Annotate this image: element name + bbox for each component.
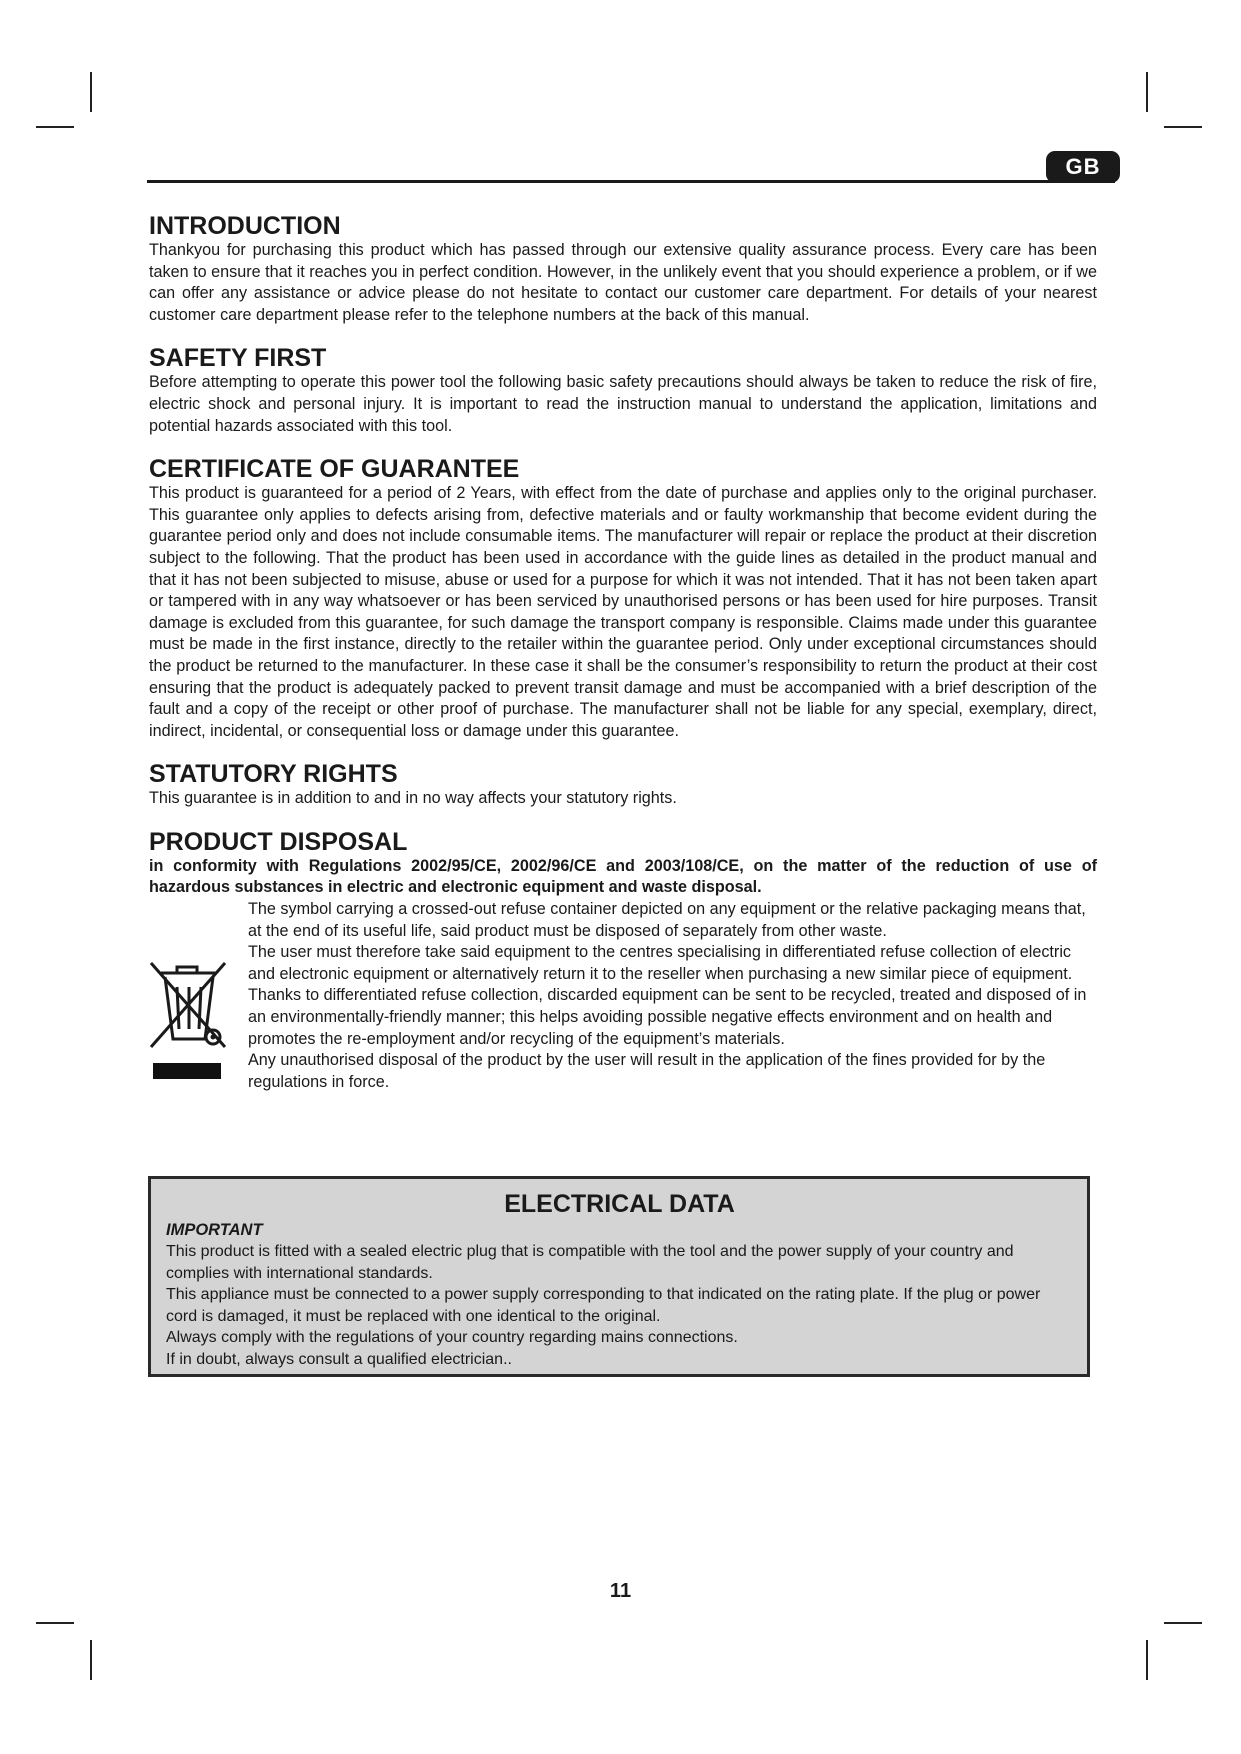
disposal-body xyxy=(149,899,1097,1093)
electrical-paragraph: This product is fitted with a sealed electric plug that is compatible with the tool and the power supply of your country and complies with international standards. xyxy=(166,1243,1014,1282)
crop-mark xyxy=(90,1640,92,1680)
disposal-section xyxy=(149,828,1097,1094)
guarantee-text: This product is guaranteed for a period of 2 Years, with effect from the date of purchase and applies only to the original purchaser. This guarantee only applies to defects arising from, defective materials and or faulty workmanship that become evident during the guarantee period only and does not include consumable items. The manufacturer will repair or replace the product at their discretion subject to the following. That the product has been used in accordance with the guide lines as detailed in the product manual and that it has not been subjected to misuse, abuse or used for a purpose for which it was not intended. That it has not been taken apart or tampered with in any way whatsoever or has been serviced by unauthorised persons or has been used for hire purposes. Transit damage is excluded from this guarantee, for such damage the transport company is responsible. Claims made under this guarantee must be made in the first instance, directly to the retailer within the guarantee period. Only under exceptional circumstances should the product be returned to the manufacturer. In these case it shall be the consumer’s responsibility to return the product at their cost ensuring that the product is adequately packed to prevent transit damage and must be accompanied with a brief description of the fault and a copy of the receipt or other proof of purchase. The manufacturer shall not be liable for any special, exemplary, direct, indirect, incidental, or consequential loss or damage under this guarantee. xyxy=(149,484,1097,740)
safety-heading: SAFETY FIRST xyxy=(149,344,327,373)
introduction-heading: INTRODUCTION xyxy=(149,212,341,240)
disposal-paragraph: The symbol carrying a crossed-out refuse container depicted on any equipment or the relative packaging means that, at the end of its useful life, said product must be disposed of separately from other waste. xyxy=(248,900,1086,940)
guarantee-heading: CERTIFICATE OF GUARANTEE xyxy=(149,455,520,484)
electrical-paragraph: This appliance must be connected to a power supply corresponding to that indicated on the rating plate. If the plug or power cord is damaged, it must be replaced with one identical to the original. xyxy=(166,1286,1041,1325)
electrical-paragraph: Always comply with the regulations of your country regarding mains connections. xyxy=(166,1329,738,1346)
page-number: 11 xyxy=(609,1580,632,1602)
electrical-data-box xyxy=(148,1176,1090,1377)
language-badge: GB xyxy=(1046,151,1120,183)
statutory-section xyxy=(149,760,1097,810)
introduction-text: Thankyou for purchasing this product which has passed through our extensive quality assurance process. Every care has been taken to ensure that it reaches you in perfect condition. However, in the unlikely event that you should experience a problem, or if we can offer any assistance or advice please do not hesitate to contact our customer care department. For details of your nearest customer care department please refer to the telephone numbers at the back of this manual. xyxy=(149,241,1097,324)
disposal-heading: PRODUCT DISPOSAL xyxy=(149,827,408,856)
disposal-subtitle: in conformity with Regulations 2002/95/CE, 2002/96/CE and 2003/108/CE, on the matter of the reduction of use of hazardous substances in electric and electronic equipment and waste disposal. xyxy=(149,856,1097,897)
disposal-paragraph: Thanks to differentiated refuse collection, discarded equipment can be sent to be recycled, treated and disposed of in an environmentally-friendly manner; this helps avoiding possible negative effects environment and on health and promotes the re-employment and/or recycling of the equipment’s materials. xyxy=(248,986,1087,1048)
crossed-out-bin-icon xyxy=(147,957,229,1053)
electrical-paragraph: If in doubt, always consult a qualified electrician.. xyxy=(166,1350,512,1368)
crop-mark xyxy=(36,1622,74,1624)
statutory-text: This guarantee is in addition to and in no way affects your statutory rights. xyxy=(149,789,677,808)
safety-text: Before attempting to operate this power tool the following basic safety precautions should always be taken to reduce the risk of fire, electric shock and personal injury. It is important to read the instruction manual to understand the application, limitations and potential hazards associated with this tool. xyxy=(149,373,1097,435)
crop-mark xyxy=(1146,72,1148,112)
crop-mark xyxy=(36,126,74,128)
safety-section xyxy=(149,344,1097,437)
page-content xyxy=(149,212,1097,1111)
important-label: IMPORTANT xyxy=(166,1221,263,1239)
guarantee-section xyxy=(149,455,1097,742)
disposal-paragraph: The user must therefore take said equipment to the centres specialising in differentiated refuse collection of electric and electronic equipment or alternatively return it to the reseller when purchasing a new similar piece of equipment. xyxy=(248,943,1073,983)
electrical-heading: ELECTRICAL DATA xyxy=(504,1190,735,1218)
header-rule xyxy=(147,180,1115,183)
crop-mark xyxy=(1164,1622,1202,1624)
statutory-heading: STATUTORY RIGHTS xyxy=(149,760,398,789)
crop-mark xyxy=(1164,126,1202,128)
disposal-bar xyxy=(153,1063,221,1079)
disposal-paragraph: Any unauthorised disposal of the product by the user will result in the application of the fines provided for by the regulations in force. xyxy=(248,1051,1046,1091)
introduction-section xyxy=(149,212,1097,326)
crop-mark xyxy=(90,72,92,112)
crop-mark xyxy=(1146,1640,1148,1680)
